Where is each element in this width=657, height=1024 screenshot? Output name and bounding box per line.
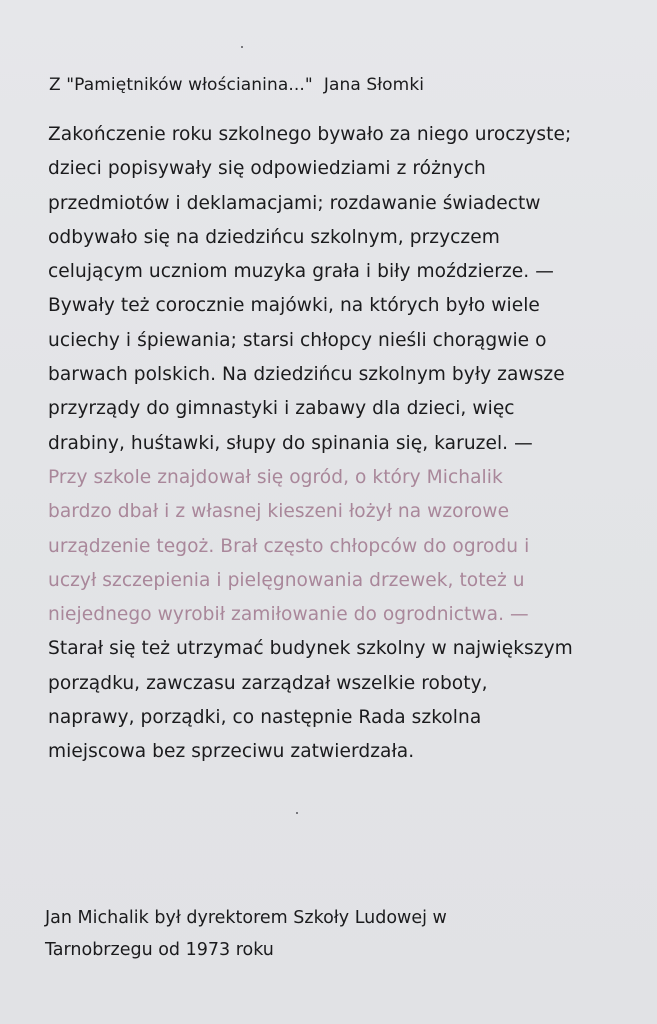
closing-body-line: porządku, zawczasu zarządzał wszelkie roboty, (48, 672, 488, 694)
closing-body-line: naprawy, porządki, co następnie Rada szkolna (48, 707, 482, 729)
body-line: barwach polskich. Na dziedzińcu szkolnym były zawsze (48, 364, 565, 386)
body-line: Zakończenie roku szkolnego bywało za niego uroczyste; (48, 124, 572, 145)
footer-line: Jan Michalik był dyrektorem Szkoły Ludowej w (45, 908, 447, 928)
closing-body-line: Starał się też utrzymać budynek szkolny w największym (48, 638, 573, 660)
paper-speck (241, 46, 243, 48)
paper-speck (296, 812, 298, 814)
document-body (48, 118, 573, 770)
body-line: dzieci popisywały się odpowiedziami z różnych (48, 158, 486, 180)
closing-body-line: miejscowa bez sprzeciwu zatwierdzała. (48, 741, 415, 763)
body-line: przyrządy do gimnastyki i zabawy dla dzieci, więc (48, 398, 515, 420)
body-line: odbywało się na dziedzińcu szkolnym, przyczem (48, 226, 500, 248)
document-title: Z "Pamiętników włościanina..." Jana Słomki (49, 75, 425, 95)
body-line: drabiny, huśtawki, słupy do spinania się, karuzel. — (48, 432, 533, 454)
body-line: celującym uczniom muzyka grała i biły moździerze. — (48, 261, 554, 283)
body-line: przedmiotów i deklamacjami; rozdawanie świadectw (48, 192, 541, 214)
body-line: Bywały też corocznie majówki, na których było wiele (48, 295, 540, 317)
faded-body-line: bardzo dbał i z własnej kieszeni łożył na wzorowe (48, 501, 510, 523)
faded-body-line: uczył szczepienia i pielęgnowania drzewek, toteż u (48, 569, 525, 591)
footer-note (45, 902, 447, 966)
faded-body-line: niejednego wyrobił zamiłowanie do ogrodnictwa. — (48, 604, 529, 626)
body-line: uciechy i śpiewania; starsi chłopcy nieśli chorągwie o (48, 329, 547, 351)
footer-line: Tarnobrzegu od 1973 roku (45, 940, 274, 960)
faded-body-line: urządzenie tegoż. Brał często chłopców do ogrodu i (48, 535, 530, 557)
faded-body-line: Przy szkole znajdował się ogród, o który Michalik (48, 466, 503, 488)
